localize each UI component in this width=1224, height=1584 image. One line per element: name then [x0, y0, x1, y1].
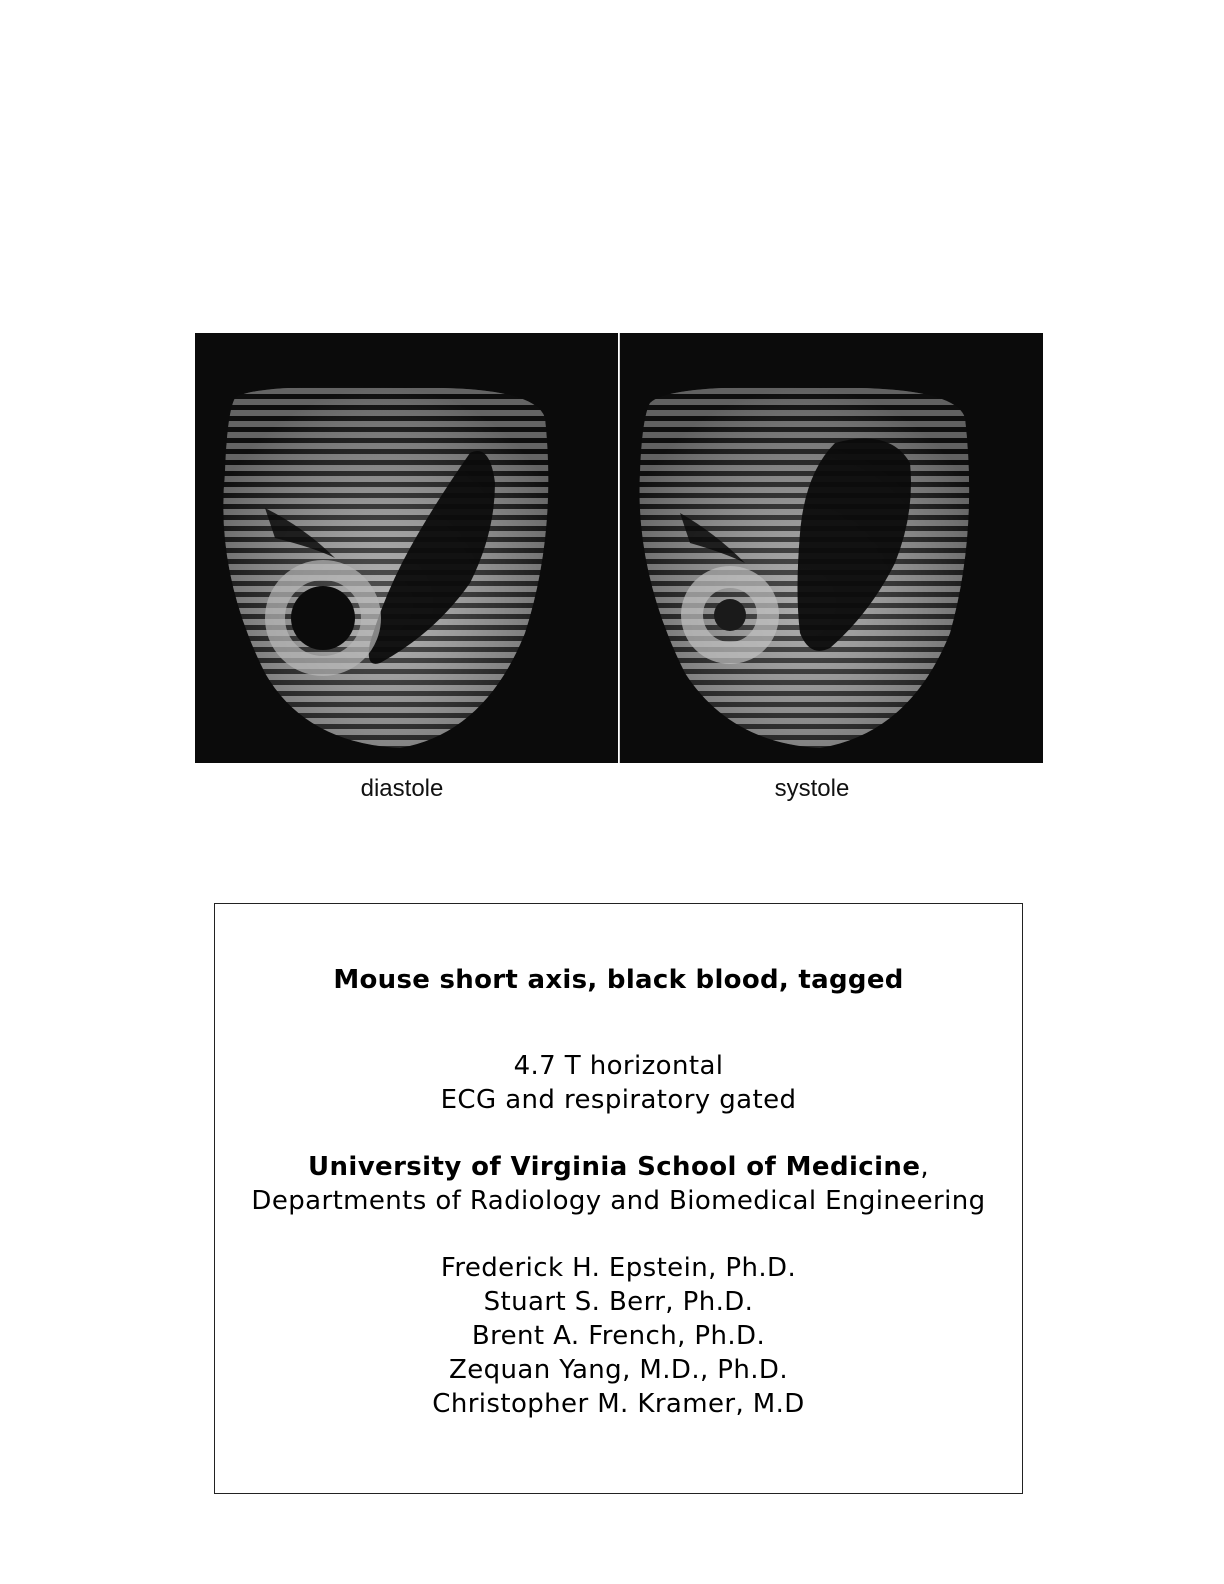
scanner-field-line: 4.7 T horizontal: [513, 1051, 724, 1081]
gating-line: ECG and respiratory gated: [440, 1085, 797, 1115]
institution-suffix: ,: [920, 1152, 930, 1182]
author-name: Frederick H. Epstein, Ph.D.: [440, 1253, 797, 1283]
mri-figure-row: [195, 333, 1042, 763]
mri-image-systole: [619, 333, 1043, 763]
info-title: Mouse short axis, black blood, tagged: [333, 965, 904, 995]
scanner-info: [215, 1049, 1022, 1117]
departments-line: Departments of Radiology and Biomedical Engineering: [251, 1186, 986, 1216]
author-name: Stuart S. Berr, Ph.D.: [483, 1287, 754, 1317]
author-list: [215, 1251, 1022, 1421]
caption-diastole: diastole: [360, 775, 444, 802]
author-name: Brent A. French, Ph.D.: [471, 1321, 766, 1351]
caption-systole: systole: [774, 775, 850, 802]
institution-info: [215, 1150, 1022, 1218]
mri-image-diastole: [195, 333, 618, 763]
institution-line: [215, 1150, 1022, 1184]
author-name: Zequan Yang, M.D., Ph.D.: [448, 1355, 789, 1385]
info-box: [214, 903, 1023, 1494]
institution-name: University of Virginia School of Medicine: [307, 1152, 921, 1182]
author-name: Christopher M. Kramer, M.D: [432, 1389, 805, 1419]
